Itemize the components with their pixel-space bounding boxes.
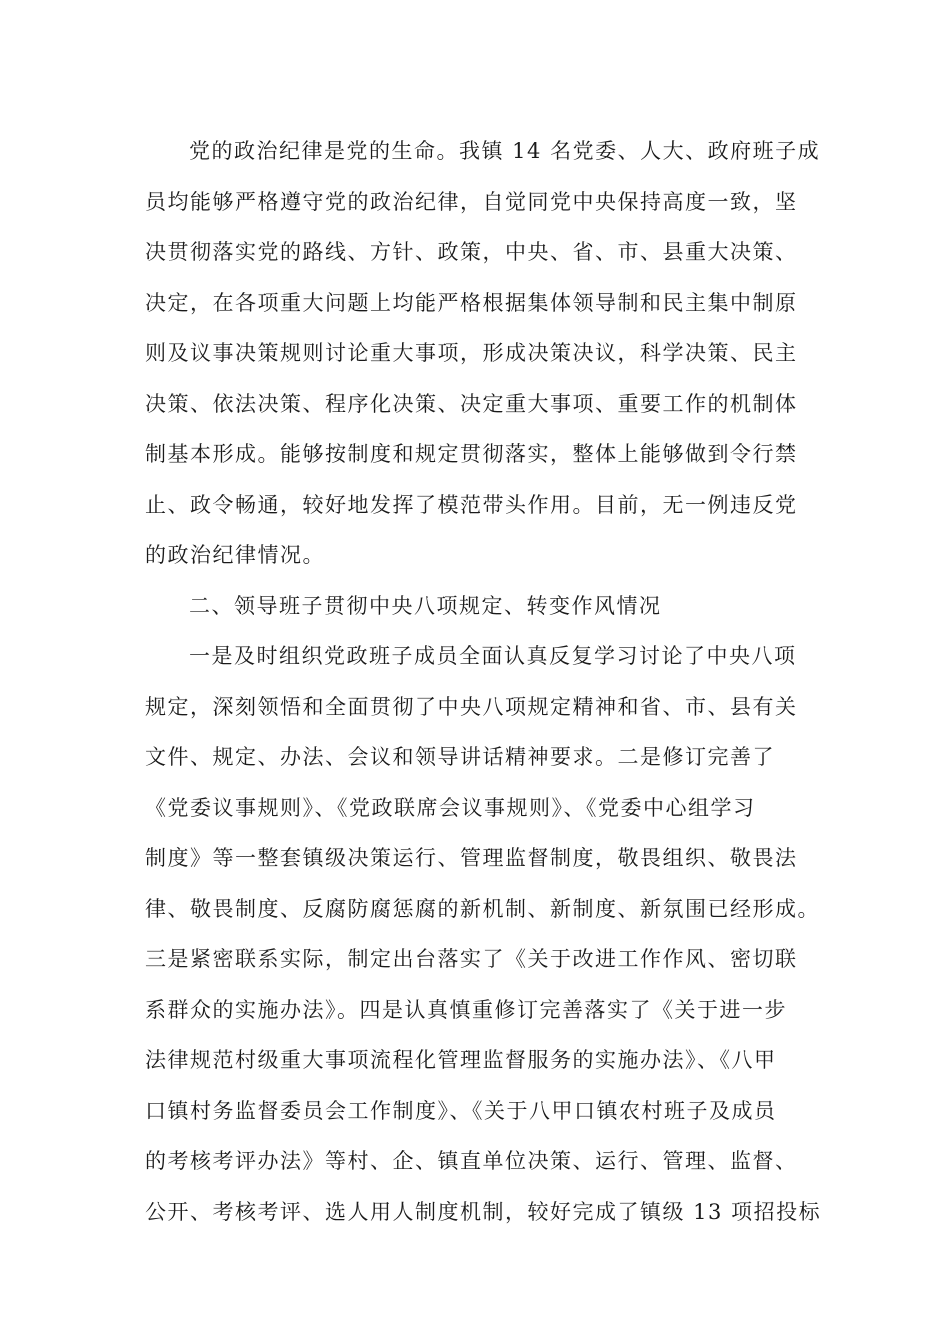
text-line: 律、敬畏制度、反腐防腐惩腐的新机制、新制度、新氛围已经形成。 [145,896,820,921]
text-line: 口镇村务监督委员会工作制度》、《关于八甲口镇农村班子及成员 [145,1098,777,1123]
paragraph-political-discipline [145,126,825,581]
text-line: 公开、考核考评、选人用人制度机制，较好完成了镇级 13 项招投标 [145,1199,822,1224]
text-line: 止、政令畅通，较好地发挥了模范带头作用。目前，无一例违反党 [145,492,798,517]
text-line: 则及议事决策规则讨论重大事项，形成决策决议，科学决策、民主 [145,341,798,365]
paragraph-eight-regulations [145,631,825,1237]
text-line: 员均能够严格遵守党的政治纪律，自觉同党中央保持高度一致，坚 [145,189,798,214]
text-line: 三是紧密联系实际，制定出台落实了《关于改进工作作风、密切联 [145,947,798,971]
text-line: 决策、依法决策、程序化决策、决定重大事项、重要工作的机制体 [145,391,798,416]
text-line: 党的政治纪律是党的生命。我镇 14 名党委、人大、政府班子成 [189,139,821,163]
text-line: 法律规范村级重大事项流程化管理监督服务的实施办法》、《八甲 [145,1048,777,1072]
text-line: 规定，深刻领悟和全面贯彻了中央八项规定精神和省、市、县有关 [145,694,798,719]
document-body [145,126,825,1237]
text-line: 决定，在各项重大问题上均能严格根据集体领导制和民主集中制原 [145,290,798,315]
text-line: 的政治纪律情况。 [145,543,325,567]
text-line: 《党委议事规则》、《党政联席会议事规则》、《党委中心组学习 [145,795,756,820]
text-line: 系群众的实施办法》。四是认真慎重修订完善落实了《关于进一步 [145,997,787,1022]
section-heading [145,581,825,632]
text-line: 一是及时组织党政班子成员全面认真反复学习讨论了中央八项 [189,644,797,668]
text-line: 制度》等一整套镇级决策运行、管理监督制度，敬畏组织、敬畏法 [145,846,798,870]
text-line: 制基本形成。能够按制度和规定贯彻落实，整体上能够做到令行禁 [145,442,798,466]
text-line: 决贯彻落实党的路线、方针、政策，中央、省、市、县重大决策、 [145,240,798,264]
text-line: 文件、规定、办法、会议和领导讲话精神要求。二是修订完善了 [145,745,775,769]
heading-line: 二、领导班子贯彻中央八项规定、转变作风情况 [189,593,662,618]
text-line: 的考核考评办法》等村、企、镇直单位决策、运行、管理、监督、 [145,1149,798,1173]
